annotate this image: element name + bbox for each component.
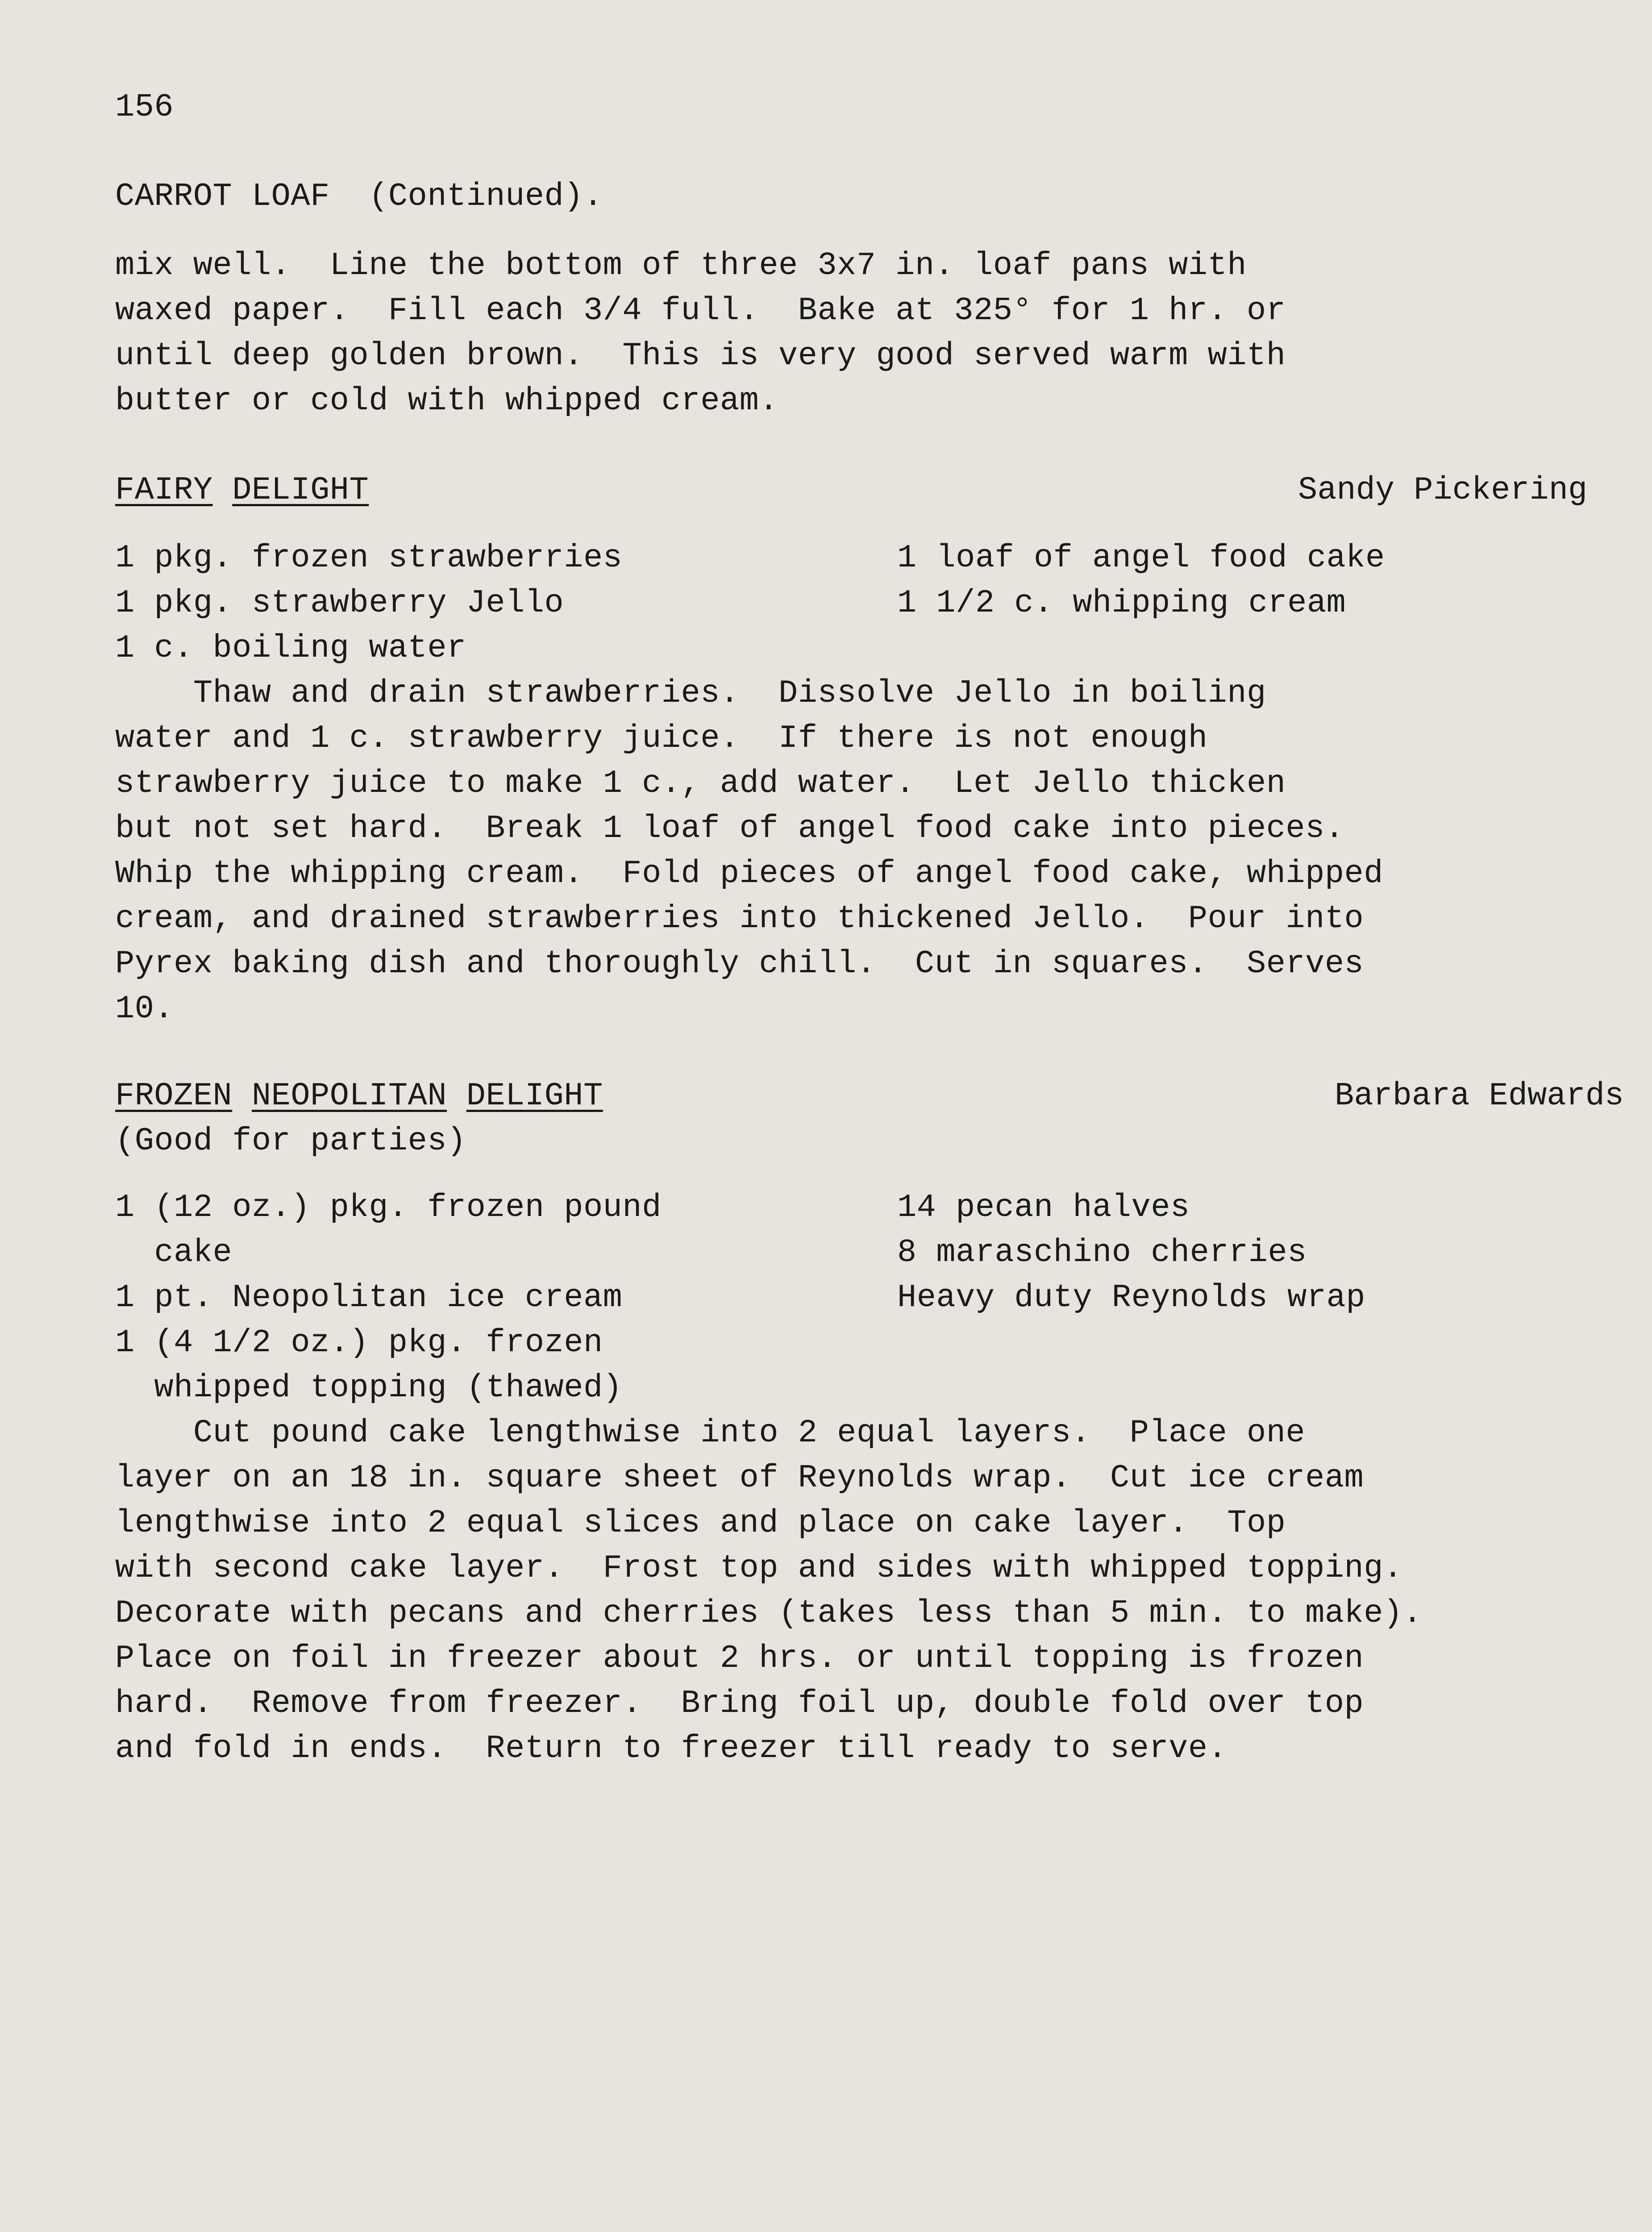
fairy-title-word: DELIGHT	[232, 472, 369, 508]
fairy-direction-line: strawberry juice to make 1 c., add water. Let Jello thicken	[115, 765, 1286, 802]
carrot-line: mix well. Line the bottom of three 3x7 in. loaf pans with	[115, 247, 1247, 284]
fairy-title-word: FAIRY	[115, 472, 213, 508]
fairy-direction-line: but not set hard. Break 1 loaf of angel food cake into pieces.	[115, 810, 1344, 847]
frozen-ingredient: whipped topping (thawed)	[115, 1370, 623, 1406]
frozen-title-word: DELIGHT	[466, 1078, 603, 1114]
frozen-direction-line: and fold in ends. Return to freezer till ready to serve.	[115, 1730, 1228, 1767]
frozen-ingredient: 14 pecan halves	[897, 1189, 1190, 1226]
carrot-line: until deep golden brown. This is very good served warm with	[115, 337, 1286, 374]
fairy-direction-line: water and 1 c. strawberry juice. If there is not enough	[115, 720, 1208, 757]
fairy-ingredient: 1 loaf of angel food cake	[897, 540, 1385, 576]
fairy-author: Sandy Pickering	[1298, 472, 1588, 508]
frozen-ingredient: cake	[115, 1234, 233, 1271]
fairy-title	[115, 468, 369, 512]
frozen-direction-line: hard. Remove from freezer. Bring foil up, double fold over top	[115, 1685, 1364, 1722]
fairy-direction-line: Thaw and drain strawberries. Dissolve Jello in boiling	[115, 675, 1266, 712]
frozen-author: Barbara Edwards	[1335, 1078, 1624, 1114]
frozen-direction-line: lengthwise into 2 equal slices and place on cake layer. Top	[115, 1505, 1286, 1541]
carrot-line: waxed paper. Fill each 3/4 full. Bake at 325° for 1 hr. or	[115, 292, 1286, 329]
fairy-ingredient: 1 pkg. strawberry Jello	[115, 585, 564, 621]
frozen-ingredient: 1 pt. Neopolitan ice cream	[115, 1279, 623, 1316]
frozen-ingredient: 1 (12 oz.) pkg. frozen pound	[115, 1189, 662, 1226]
fairy-direction-line: 10.	[115, 991, 174, 1027]
frozen-ingredient: Heavy duty Reynolds wrap	[897, 1279, 1365, 1316]
carrot-heading: CARROT LOAF (Continued).	[115, 178, 603, 215]
fairy-ingredient: 1 1/2 c. whipping cream	[897, 585, 1346, 621]
frozen-direction-line: Decorate with pecans and cherries (takes less than 5 min. to make).	[115, 1595, 1423, 1632]
frozen-direction-line: with second cake layer. Frost top and sides with whipped topping.	[115, 1550, 1403, 1587]
page-number: 156	[115, 89, 174, 125]
fairy-direction-line: cream, and drained strawberries into thickened Jello. Pour into	[115, 900, 1364, 937]
frozen-direction-line: Cut pound cake lengthwise into 2 equal layers. Place one	[115, 1415, 1306, 1451]
frozen-title-word: FROZEN	[115, 1078, 233, 1114]
frozen-subtitle: (Good for parties)	[115, 1123, 466, 1159]
frozen-title-word: NEOPOLITAN	[251, 1078, 447, 1114]
fairy-direction-line: Pyrex baking dish and thoroughly chill. Cut in squares. Serves	[115, 945, 1364, 982]
fairy-direction-line: Whip the whipping cream. Fold pieces of angel food cake, whipped	[115, 855, 1383, 892]
frozen-direction-line: Place on foil in freezer about 2 hrs. or until topping is frozen	[115, 1640, 1364, 1677]
frozen-ingredient: 1 (4 1/2 oz.) pkg. frozen	[115, 1324, 603, 1361]
frozen-direction-line: layer on an 18 in. square sheet of Reynolds wrap. Cut ice cream	[115, 1460, 1364, 1496]
fairy-ingredient: 1 c. boiling water	[115, 630, 466, 666]
frozen-ingredient: 8 maraschino cherries	[897, 1234, 1307, 1271]
frozen-title	[115, 1074, 603, 1118]
fairy-ingredient: 1 pkg. frozen strawberries	[115, 540, 623, 576]
carrot-line: butter or cold with whipped cream.	[115, 383, 779, 419]
